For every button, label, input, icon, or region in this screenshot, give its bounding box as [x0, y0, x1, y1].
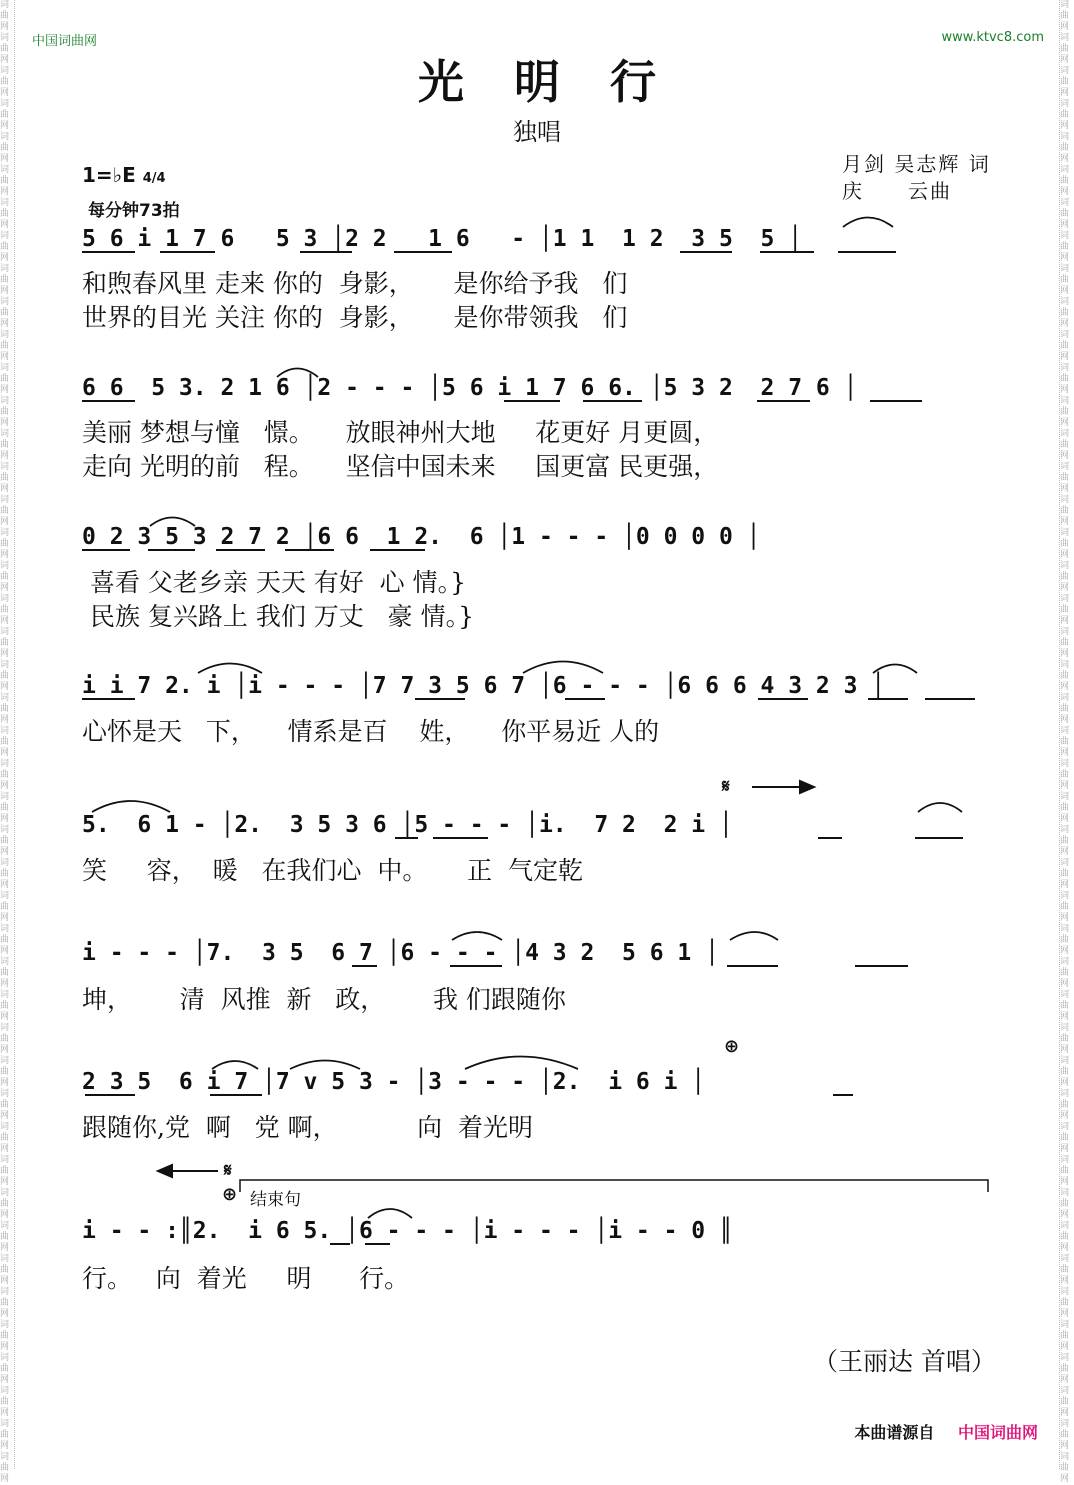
right-watermark-strip: 词曲网词曲网词曲网词曲网词曲网词曲网词曲网词曲网词曲网词曲网词曲网词曲网词曲网词曲网词曲网词曲网词曲网词曲网词曲网词曲网词曲网词曲网词曲网词曲网词曲网词曲网词曲网词曲网词曲网词曲网词曲网词曲网词曲网词曲网词曲网词曲网词曲网词曲网词曲网词曲网词曲网词曲网词曲网词曲网词曲网: [1059, 0, 1074, 1469]
score-row-5-notes: 5. 6 1 - │2. 3 5 3 6 │5 - - - │i. 7 2 2 i │: [82, 812, 733, 838]
score-row-2-notes: 6 6 5 3. 2 1 6 │2 - - - │5 6 i 1 7 6 6. │5 3 2 2 7 6 │: [82, 375, 858, 401]
score-row-2-lyric-verse-2: 走向 光明的前 程。 坚信中国未来 国更富 民更强，: [82, 452, 719, 481]
ending-bracket: [240, 1180, 988, 1192]
composer-credit: 庆 云曲: [842, 179, 952, 203]
navigation-arrows: [158, 781, 814, 1177]
score-row-3-lyric-verse-2: 民族 复兴路上 我们 万丈 豪 情。}: [82, 602, 474, 631]
score-row-6-lyric: 坤， 清 风推 新 政， 我 们跟随你: [82, 985, 566, 1014]
beam-lines: [82, 252, 975, 1244]
header-site-url[interactable]: www.ktvc8.com: [941, 30, 1044, 45]
coda-jump-icon: ⊕: [222, 1184, 238, 1205]
segno-return-icon: 𝄋: [224, 1160, 232, 1181]
score-row-8-notes: i - - :║2. i 6 5. │6 - - - │i - - - │i - - 0 ║: [82, 1218, 733, 1244]
score-row-6-notes: i - - - │7. 3 5 6 7 │6 - - - │4 3 2 5 6 1 │: [82, 940, 719, 966]
score-row-7-notes: 2 3 5 6 i 7 │7 v 5 3 - │3 - - - │2. i 6 i │: [82, 1069, 706, 1095]
score-row-3-lyric-verse-1: 喜看 父老乡亲 天天 有好 心 情。}: [82, 568, 467, 597]
score-row-3-notes: 0 2 3 5 3 2 7 2 │6 6 1 2. 6 │1 - - - │0 0 0 0 │: [82, 524, 761, 550]
segno-icon: 𝄋: [722, 776, 730, 797]
score-row-5-lyric: 笑 容， 暖 在我们心 中。 正 气定乾: [82, 856, 583, 885]
coda-icon: ⊕: [724, 1036, 740, 1057]
score-row-4-lyric: 心怀是天 下， 情系是百 姓， 你平易近 人的: [82, 717, 660, 746]
song-subtitle: 独唱: [513, 118, 561, 146]
score-row-4-notes: i i 7 2. i │i - - - │7 7 3 5 6 7 │6 - - - │6 6 6 4 3 2 3 │: [82, 673, 886, 699]
tempo-marking: 每分钟73拍: [88, 201, 180, 221]
left-watermark-strip: 词曲网词曲网词曲网词曲网词曲网词曲网词曲网词曲网词曲网词曲网词曲网词曲网词曲网词曲网词曲网词曲网词曲网词曲网词曲网词曲网词曲网词曲网词曲网词曲网词曲网词曲网词曲网词曲网词曲网词曲网词曲网词曲网词曲网词曲网词曲网词曲网词曲网词曲网词曲网词曲网词曲网词曲网词曲网词曲网词曲网: [0, 0, 15, 1469]
score-row-7-lyric: 跟随你,党 啊 党 啊， 向 着光明: [82, 1113, 533, 1142]
score-row-8-lyric: 行。 向 着光 明 行。: [82, 1264, 410, 1293]
slur-arcs: [92, 218, 962, 1219]
header-site-name[interactable]: 中国词曲网: [32, 34, 98, 49]
song-title: 光明行: [418, 55, 706, 109]
score-row-1-notes: 5 6 i 1 7 6 5 3 │2 2 1 6 - │1 1 1 2 3 5 5 │: [82, 226, 803, 252]
score-row-2-lyric-verse-1: 美丽 梦想与憧 憬。 放眼神州大地 花更好 月更圆，: [82, 418, 719, 447]
key-label: 1=♭E: [82, 163, 136, 187]
lyricist-credit: 月剑 吴志辉 词: [842, 152, 991, 176]
first-singer-credit: （王丽达 首唱）: [813, 1347, 996, 1376]
time-signature: 4/4: [142, 171, 166, 186]
score-row-1-lyric-verse-1: 和煦春风里 走来 你的 身影， 是你给予我 们: [82, 269, 628, 298]
footer-site-link[interactable]: 中国词曲网: [957, 1423, 1038, 1442]
ending-label: 结束句: [250, 1190, 301, 1210]
footer-prefix: 本曲谱源自: [854, 1423, 935, 1442]
score-row-1-lyric-verse-2: 世界的目光 关注 你的 身影， 是你带领我 们: [82, 303, 628, 332]
